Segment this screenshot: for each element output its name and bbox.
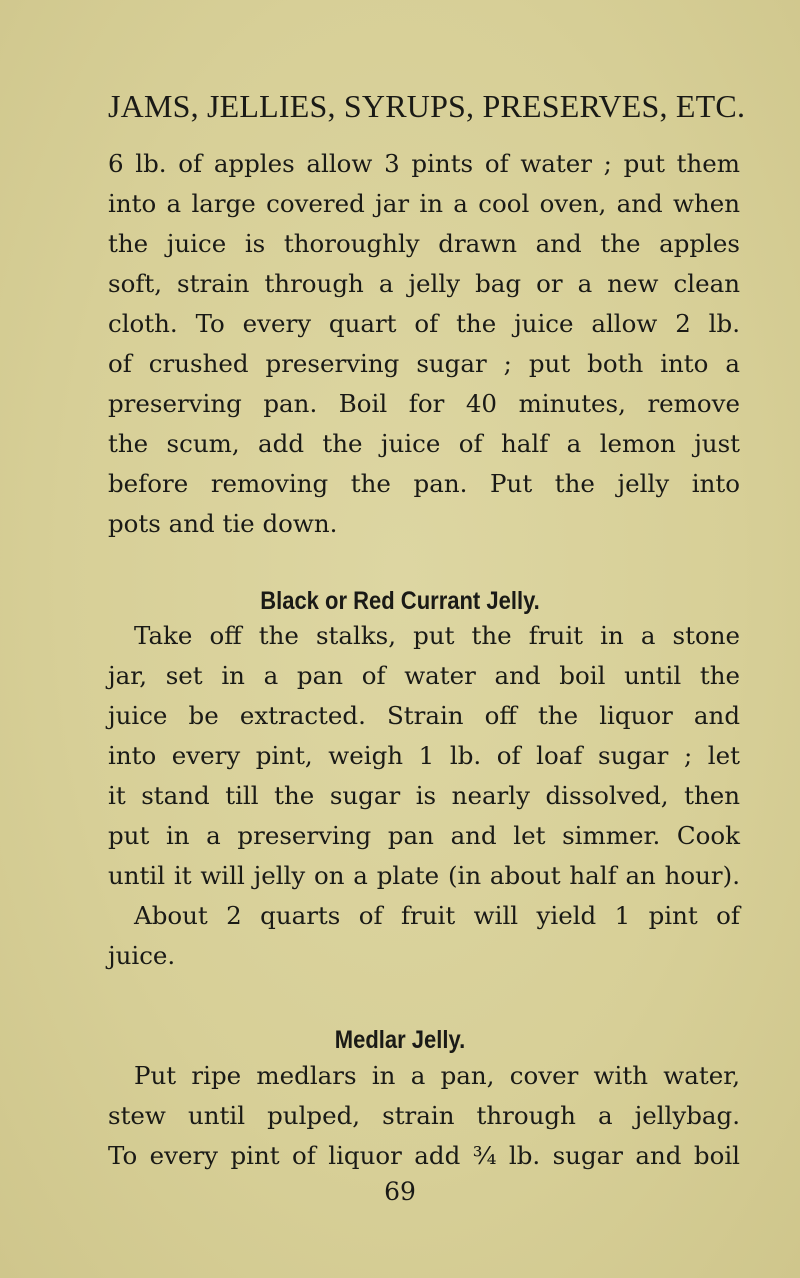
currant-jelly-paragraph: [108, 616, 740, 976]
text-line: into every pint, weigh 1 lb. of loaf sugar ; let: [108, 741, 740, 770]
text-line: juice.: [108, 941, 176, 970]
recipe-title-medlar-jelly: Medlar Jelly.: [334, 1026, 466, 1054]
text-line: About 2 quarts of fruit will yield 1 pint of: [134, 901, 740, 930]
text-line: stew until pulped, strain through a jellybag.: [108, 1101, 740, 1130]
text-line: the juice is thoroughly drawn and the apples: [108, 229, 740, 258]
text-line: Put ripe medlars in a pan, cover with water,: [134, 1061, 740, 1090]
text-line: pots and tie down.: [108, 509, 338, 538]
text-line: Take off the stalks, put the fruit in a stone: [134, 621, 740, 650]
text-line: until it will jelly on a plate (in about half an hour).: [108, 861, 740, 890]
text-line: preserving pan. Boil for 40 minutes, remove: [108, 389, 740, 418]
text-line: the scum, add the juice of half a lemon just: [108, 429, 740, 458]
text-line: put in a preserving pan and let simmer. Cook: [108, 821, 740, 850]
text-line: cloth. To every quart of the juice allow 2 lb.: [108, 309, 740, 338]
text-line: juice be extracted. Strain off the liquor and: [108, 701, 740, 730]
text-line: of crushed preserving sugar ; put both into a: [108, 349, 740, 378]
text-line: into a large covered jar in a cool oven, and when: [108, 189, 740, 218]
medlar-jelly-paragraph: [108, 1056, 740, 1176]
text-line: jar, set in a pan of water and boil until the: [108, 661, 740, 690]
text-line: To every pint of liquor add ¾ lb. sugar and boil: [108, 1141, 740, 1170]
text-line: before removing the pan. Put the jelly into: [108, 469, 740, 498]
recipe-title-currant-jelly: Black or Red Currant Jelly.: [260, 587, 540, 615]
text-line: soft, strain through a jelly bag or a new clean: [108, 269, 740, 298]
text-line: 6 lb. of apples allow 3 pints of water ; put them: [108, 149, 740, 178]
page-number: 69: [384, 1177, 416, 1206]
running-head: JAMS, JELLIES, SYRUPS, PRESERVES, ETC.: [108, 88, 746, 124]
intro-paragraph: [108, 144, 740, 544]
text-line: it stand till the sugar is nearly dissolved, then: [108, 781, 740, 810]
